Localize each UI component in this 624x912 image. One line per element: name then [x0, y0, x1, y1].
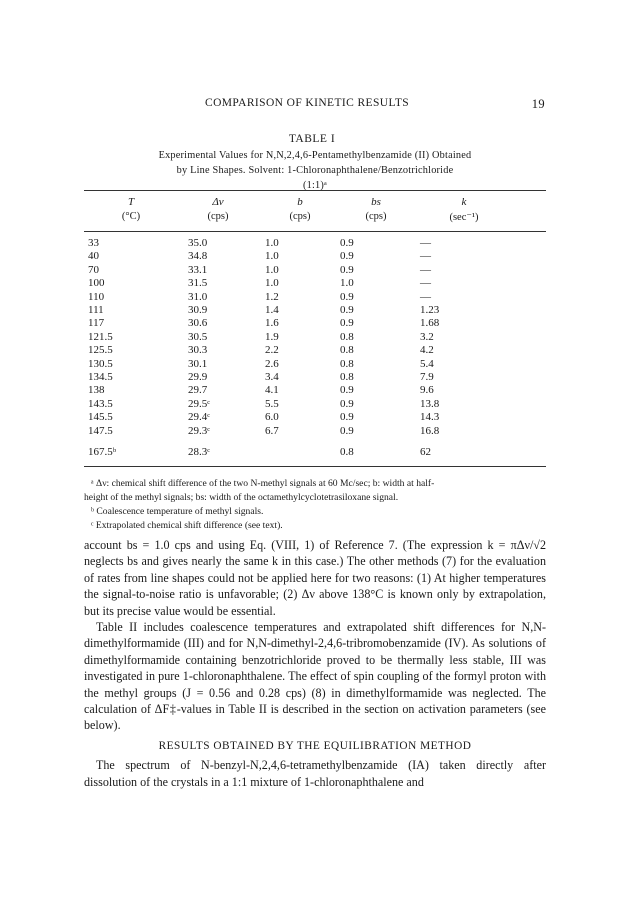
cell-rate-constant: — — [420, 250, 431, 263]
running-head-title: COMPARISON OF KINETIC RESULTS — [205, 97, 410, 109]
cell-shift-difference: 34.8 — [188, 250, 208, 263]
col-reference-linewidth-symbol: bs — [371, 196, 381, 208]
cell-shift-difference: 28.3ᶜ — [188, 446, 211, 458]
col-linewidth-symbol: b — [297, 196, 303, 208]
paragraph-3: The spectrum of N-benzyl-N,2,4,6-tetramethylbenzamide (IA) taken directly after dissolution of the crystals in a 1:1 mixture of 1-chloronaphthalene and — [84, 758, 546, 789]
cell-temperature: 110 — [88, 290, 105, 303]
table-caption-line-2: by Line Shapes. Solvent: 1-Chloronaphthalene/Benzotrichloride — [176, 165, 454, 176]
col-linewidth-unit: (cps) — [289, 211, 311, 222]
cell-linewidth: 1.4 — [265, 304, 279, 316]
table-caption-line-3: (1:1)ᵃ — [302, 180, 328, 191]
cell-rate-constant: 4.2 — [420, 344, 434, 357]
cell-linewidth: 1.0 — [265, 250, 279, 263]
cell-temperature: 111 — [88, 304, 104, 316]
cell-linewidth: 5.5 — [265, 397, 279, 410]
cell-reference-linewidth: 0.9 — [340, 237, 354, 249]
cell-reference-linewidth: 0.8 — [340, 446, 354, 458]
cell-reference-linewidth: 0.9 — [340, 250, 354, 263]
cell-temperature: 100 — [88, 277, 105, 290]
cell-temperature: 117 — [88, 317, 105, 330]
cell-shift-difference: 29.9 — [188, 371, 208, 383]
col-temperature-symbol: T — [127, 196, 135, 208]
cell-linewidth: 1.0 — [265, 237, 279, 249]
cell-temperature: 121.5 — [88, 330, 113, 343]
footnote-a-line-1: ᵃ Δν: chemical shift difference of the two N-methyl signals at 60 Mc/sec; b: width at half- — [91, 478, 435, 489]
cell-rate-constant: 1.68 — [420, 317, 440, 330]
cell-shift-difference: 30.9 — [188, 304, 208, 316]
section-heading: RESULTS OBTAINED BY THE EQUILIBRATION METHOD — [158, 739, 472, 752]
cell-reference-linewidth: 0.9 — [340, 304, 354, 316]
cell-rate-constant: — — [420, 263, 431, 276]
cell-shift-difference: 29.7 — [188, 384, 208, 397]
cell-rate-constant: — — [420, 277, 431, 290]
cell-temperature: 33 — [88, 237, 99, 249]
cell-rate-constant: 3.2 — [420, 330, 434, 343]
cell-linewidth: 1.6 — [265, 317, 279, 330]
cell-temperature: 167.5ᵇ — [88, 446, 117, 458]
cell-shift-difference: 30.6 — [188, 317, 208, 330]
cell-reference-linewidth: 0.8 — [340, 330, 354, 343]
cell-reference-linewidth: 0.8 — [340, 357, 354, 370]
cell-linewidth: 1.2 — [265, 290, 279, 303]
cell-shift-difference: 33.1 — [188, 263, 208, 276]
col-reference-linewidth-unit: (cps) — [365, 211, 387, 222]
footnote-c: ᶜ Extrapolated chemical shift difference (see text). — [91, 520, 283, 531]
cell-reference-linewidth: 0.9 — [340, 384, 354, 397]
cell-reference-linewidth: 0.9 — [340, 397, 354, 410]
cell-rate-constant: 7.9 — [420, 371, 434, 383]
cell-temperature: 145.5 — [88, 411, 113, 424]
col-rate-constant-unit: (sec⁻¹) — [449, 212, 479, 223]
cell-shift-difference: 31.5 — [188, 277, 208, 290]
cell-rate-constant: — — [420, 290, 431, 303]
cell-temperature: 134.5 — [88, 371, 113, 383]
cell-temperature: 147.5 — [88, 424, 113, 437]
cell-rate-constant: 9.6 — [420, 384, 434, 397]
cell-temperature: 130.5 — [88, 357, 113, 370]
cell-shift-difference: 29.5ᶜ — [188, 397, 211, 410]
cell-reference-linewidth: 0.9 — [340, 424, 354, 437]
footnote-b: ᵇ Coalescence temperature of methyl signals. — [91, 506, 264, 517]
table-bottom-rule — [84, 466, 546, 467]
cell-reference-linewidth: 0.9 — [340, 263, 354, 276]
paragraph-2: Table II includes coalescence temperatures and extrapolated shift differences for N,N-dimethylformamide (III) and for N,N-dimethyl-2,4,6-tribromobenzamide (IV). As solutions of dimethylformamide containing benzotrichloride proved to be thermally less stable, III was investigated in pure 1-chloronaphthalene. The effect of spin coupling of the formyl proton with the methyl groups (J = 0.56 and 0.28 cps) (8) in dimethylformamide was neglected. The calculation of ΔF‡-values in Table II is described in the section on activation parameters (see below). — [84, 620, 546, 733]
cell-shift-difference: 35.0 — [188, 237, 208, 249]
cell-rate-constant: 5.4 — [420, 357, 434, 370]
table-footnotes — [84, 477, 546, 533]
cell-linewidth: 6.7 — [265, 424, 279, 437]
cell-shift-difference: 30.3 — [188, 344, 208, 357]
cell-reference-linewidth: 0.8 — [340, 371, 354, 383]
cell-reference-linewidth: 1.0 — [340, 277, 354, 290]
cell-rate-constant: 14.3 — [420, 411, 440, 424]
cell-reference-linewidth: 0.9 — [340, 317, 354, 330]
body-text — [84, 537, 546, 790]
col-shift-difference-symbol: Δν — [212, 196, 224, 208]
col-rate-constant-symbol: k — [461, 196, 467, 208]
table-caption-line-1: Experimental Values for N,N,2,4,6-Pentamethylbenzamide (II) Obtained — [158, 150, 472, 161]
cell-temperature: 70 — [88, 263, 99, 276]
cell-shift-difference: 30.5 — [188, 330, 208, 343]
cell-rate-constant: 16.8 — [420, 424, 440, 437]
cell-linewidth: 2.6 — [265, 357, 279, 370]
cell-rate-constant: — — [420, 237, 431, 249]
page-number: 19 — [531, 97, 545, 111]
cell-reference-linewidth: 0.8 — [340, 344, 354, 357]
cell-shift-difference: 30.1 — [188, 357, 208, 370]
cell-linewidth: 1.9 — [265, 330, 279, 343]
cell-linewidth: 1.0 — [265, 263, 279, 276]
paragraph-1: account bs = 1.0 cps and using Eq. (VIII, 1) of Reference 7. (The expression k = πΔν/√2 neglects bs and gives nearly the same k in this case.) The other methods (7) for the evaluation of rates from line shapes could not be applied here for two reasons: (1) At higher temperatures the signal-to-noise ratio is unfavorable; (2) Δν above 138°C is known only by extrapolation, but its precise value would be essential. — [84, 538, 546, 618]
cell-rate-constant: 13.8 — [420, 397, 440, 410]
col-shift-difference-unit: (cps) — [207, 211, 229, 222]
cell-reference-linewidth: 0.9 — [340, 290, 354, 303]
cell-temperature: 40 — [88, 250, 99, 263]
cell-temperature: 143.5 — [88, 397, 113, 410]
col-temperature-unit: (°C) — [121, 211, 141, 222]
cell-reference-linewidth: 0.9 — [340, 411, 354, 424]
table-label: TABLE I — [288, 133, 336, 145]
footnote-a-line-2: height of the methyl signals; bs: width of the octamethylcyclotetrasiloxane signal. — [84, 492, 399, 503]
cell-linewidth: 2.2 — [265, 344, 279, 357]
cell-shift-difference: 31.0 — [188, 290, 208, 303]
table-header-rule — [84, 231, 546, 232]
cell-linewidth: 6.0 — [265, 411, 279, 424]
cell-linewidth: 1.0 — [265, 277, 279, 290]
cell-temperature: 138 — [88, 384, 105, 397]
cell-temperature: 125.5 — [88, 344, 113, 357]
cell-rate-constant: 1.23 — [420, 304, 440, 316]
cell-shift-difference: 29.4ᶜ — [188, 411, 211, 424]
cell-rate-constant: 62 — [420, 446, 431, 458]
table-caption — [100, 148, 530, 193]
table-top-rule — [84, 190, 546, 191]
cell-linewidth: 4.1 — [265, 384, 279, 397]
cell-linewidth: 3.4 — [265, 371, 279, 383]
cell-shift-difference: 29.3ᶜ — [188, 424, 211, 437]
